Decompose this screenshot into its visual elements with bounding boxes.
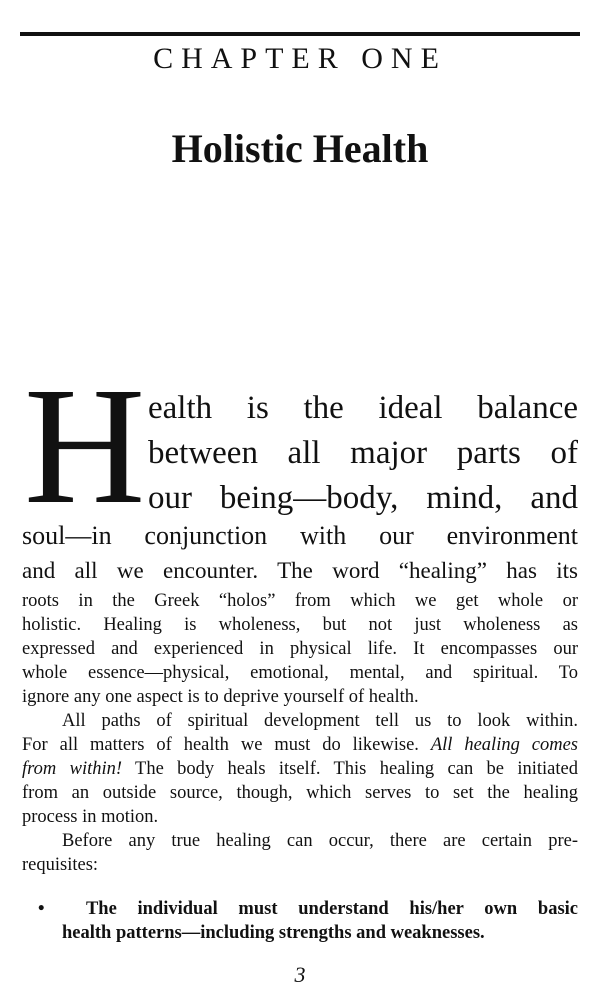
- chapter-label: CHAPTER ONE: [153, 42, 447, 75]
- body-line: requisites:: [22, 855, 99, 875]
- body-text: For all matters of health we must do likewise.: [22, 735, 431, 755]
- lead-line-2: between all major parts of: [148, 435, 578, 471]
- body-line: soul—in conjunction with our environment: [22, 521, 578, 550]
- bullet-item: [38, 898, 578, 920]
- body-line: [22, 734, 578, 756]
- emphasis-text: from within!: [22, 759, 123, 779]
- bullet-text: The individual must understand his/her own basic: [85, 899, 578, 919]
- body-line: from an outside source, though, which serves to set the healing: [22, 783, 578, 803]
- bullet-icon: •: [38, 899, 45, 919]
- chapter-title: Holistic Health: [171, 126, 429, 171]
- body-line: roots in the Greek “holos” from which we get whole or: [22, 591, 578, 611]
- body-line: and all we encounter. The word “healing” has its: [22, 558, 578, 583]
- bullet-item-continuation: health patterns—including strengths and weaknesses.: [62, 923, 485, 943]
- body-line: expressed and experienced in physical life. It encompasses our: [22, 639, 578, 659]
- lead-line-3: our being—body, mind, and: [148, 480, 578, 516]
- body-text: The body heals itself. This healing can be initiated: [122, 759, 578, 779]
- emphasis-text: All healing comes: [430, 735, 578, 755]
- top-rule: [20, 32, 580, 36]
- page-number: 3: [294, 962, 306, 987]
- body-line: All paths of spiritual development tell us to look within.: [62, 711, 578, 731]
- drop-cap: H: [24, 353, 146, 539]
- body-line: holistic. Healing is wholeness, but not just wholeness as: [22, 615, 578, 635]
- body-line: whole essence—physical, emotional, mental, and spiritual. To: [22, 663, 578, 683]
- body-line: Before any true healing can occur, there are certain pre-: [62, 831, 578, 851]
- body-line: ignore any one aspect is to deprive yourself of health.: [22, 687, 419, 707]
- body-line: [22, 758, 578, 780]
- body-line: process in motion.: [22, 807, 159, 827]
- lead-line-1: ealth is the ideal balance: [148, 390, 578, 426]
